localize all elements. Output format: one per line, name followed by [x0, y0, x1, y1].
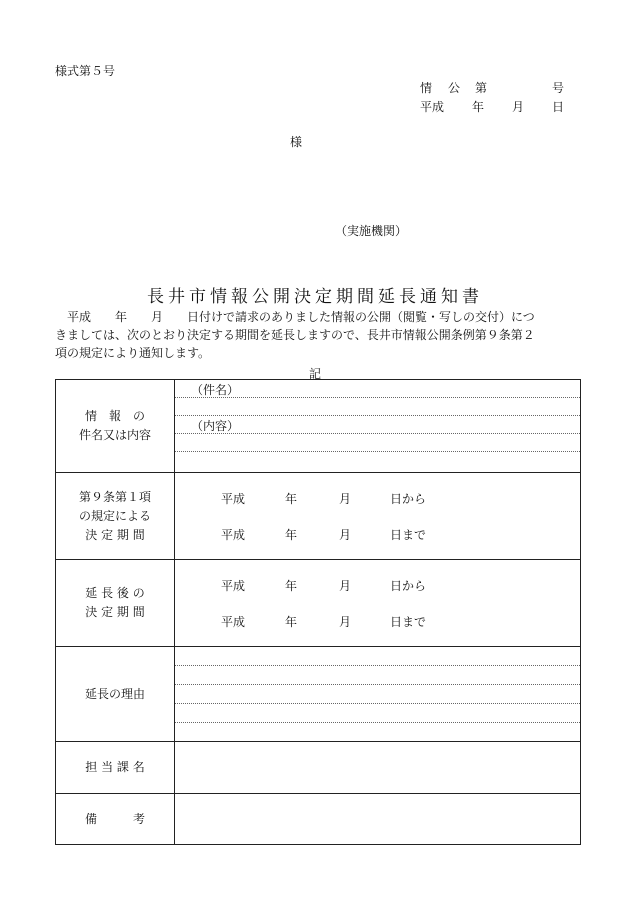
reference-char-1: 情 [420, 81, 433, 95]
label-reason: 延長の理由 [56, 647, 175, 742]
reference-char-2: 公 [448, 81, 461, 95]
date-until: 日まで [390, 615, 427, 629]
label-remarks: 備 考 [56, 794, 175, 845]
date-year: 年 [285, 579, 298, 593]
row-information [56, 380, 581, 473]
issue-day: 日 [552, 100, 565, 114]
extended-start-date [175, 577, 580, 593]
reference-number-row [420, 79, 570, 95]
label-line: 件名又は内容 [78, 428, 151, 442]
label-line: 決 定 期 間 [85, 527, 145, 542]
label-line: 決 定 期 間 [85, 605, 145, 619]
subject-label: （件名） [191, 383, 240, 397]
row-remarks [56, 794, 581, 845]
document-title: 長井市情報公開決定期間延長通知書 [147, 287, 483, 307]
date-era: 平成 [221, 615, 246, 629]
ruled-line [175, 398, 580, 416]
original-end-date [175, 526, 580, 542]
issue-date-row [420, 98, 570, 114]
reason-entry[interactable] [175, 647, 581, 742]
date-year: 年 [285, 528, 298, 542]
date-until: 日まで [390, 528, 427, 542]
label-department: 担 当 課 名 [56, 742, 175, 794]
row-department [56, 742, 581, 794]
date-from: 日から [390, 492, 427, 506]
notice-body-line-3: 項の規定により通知します。 [55, 346, 211, 360]
issue-year: 年 [472, 100, 485, 114]
content-label: （内容） [191, 419, 240, 433]
date-year: 年 [285, 615, 298, 629]
issue-era: 平成 [420, 100, 445, 114]
date-from: 日から [390, 579, 427, 593]
row-extended-period [56, 560, 581, 647]
notice-body [55, 308, 580, 362]
information-entry[interactable] [175, 380, 581, 473]
label-line: 第９条第１項 [78, 489, 151, 504]
ruled-line [175, 666, 580, 685]
date-month: 月 [339, 492, 352, 506]
ruled-line [175, 704, 580, 723]
label-line: 情 報 の [84, 409, 145, 423]
ruled-line [175, 723, 580, 742]
agency-label: （実施機関） [335, 224, 408, 238]
date-era: 平成 [221, 579, 246, 593]
row-reason [56, 647, 581, 742]
original-start-date [175, 490, 580, 506]
date-era: 平成 [221, 528, 246, 542]
label-line: の規定による [78, 508, 151, 523]
original-period-entry[interactable] [175, 473, 581, 560]
date-month: 月 [339, 579, 352, 593]
label-line: 延 長 後 の [85, 586, 145, 600]
ruled-line [175, 647, 580, 666]
label-information [56, 380, 175, 473]
label-original-period [56, 473, 175, 560]
date-month: 月 [339, 528, 352, 542]
remarks-entry[interactable] [175, 794, 581, 845]
extended-end-date [175, 613, 580, 629]
notice-table [55, 379, 581, 845]
label-extended-period [56, 560, 175, 647]
department-entry[interactable] [175, 742, 581, 794]
extended-period-entry[interactable] [175, 560, 581, 647]
ruled-line [175, 685, 580, 704]
ruled-line [175, 434, 580, 452]
addressee-suffix: 様 [290, 135, 303, 149]
ki-heading: 記 [308, 367, 321, 381]
row-original-period [56, 473, 581, 560]
reference-char-3: 第 [475, 81, 488, 95]
date-era: 平成 [221, 492, 246, 506]
issue-month: 月 [512, 100, 525, 114]
form-number: 様式第５号 [55, 64, 116, 78]
notice-body-line-2: きましては、次のとおり決定する期間を延長しますので、長井市情報公開条例第９条第２ [55, 328, 535, 342]
reference-char-4: 号 [552, 81, 565, 95]
date-month: 月 [339, 615, 352, 629]
ruled-line [175, 452, 580, 470]
notice-body-line-1: 平成 年 月 日付けで請求のありました情報の公開（閲覧・写しの交付）につ [55, 310, 535, 324]
date-year: 年 [285, 492, 298, 506]
